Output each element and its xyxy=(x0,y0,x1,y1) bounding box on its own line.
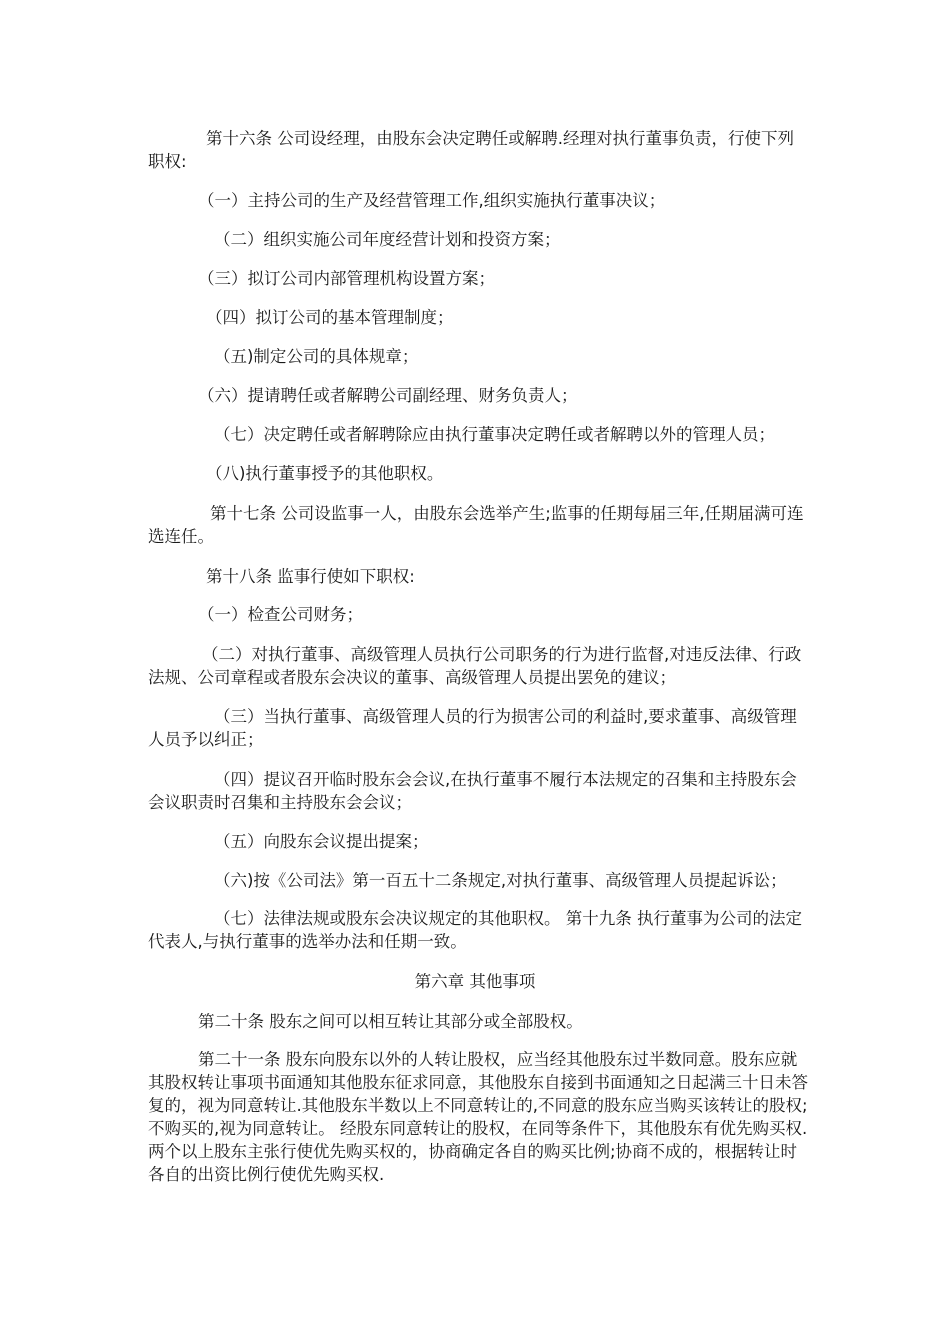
article-16-item-4: （四）拟订公司的基本管理制度； xyxy=(206,308,454,327)
article-18-item-4: （四）提议召开临时股东会会议,在执行董事不履行本法规定的召集和主持股东会会议职责时召集和主持股东会会议； xyxy=(148,770,797,812)
article-16: 第十六条 公司设经理，由股东会决定聘任或解聘.经理对执行董事负责，行使下列职权: xyxy=(148,129,794,171)
article-21: 第二十一条 股东向股东以外的人转让股权，应当经其他股东过半数同意。股东应就其股权转让事项书面通知其他股东征求同意，其他股东自接到书面通知之日起满三十日未答复的，视为同意转让.其他股东半数以上不同意转让的,不同意的股东应当购买该转让的股权;不购买的,视为同意转让。 经股东同意转让的股权，在同等条件下，其他股东有优先购买权.两个以上股东主张行使优先购买权的，协商确定各自的购买比例;协商不成的，根据转让时各自的出资比例行使优先购买权. xyxy=(148,1050,808,1184)
article-16-item-3: （三）拟订公司内部管理机构设置方案； xyxy=(198,269,495,288)
article-16-item-5: （五)制定公司的具体规章； xyxy=(214,347,419,366)
article-20: 第二十条 股东之间可以相互转让其部分或全部股权。 xyxy=(198,1012,583,1031)
article-18-item-2: （二）对执行董事、高级管理人员执行公司职务的行为进行监督,对违反法律、行政法规、公司章程或者股东会决议的董事、高级管理人员提出罢免的建议； xyxy=(148,645,802,687)
article-17: 第十七条 公司设监事一人，由股东会选举产生;监事的任期每届三年,任期届满可连选连任。 xyxy=(148,504,804,546)
article-16-item-7: （七）决定聘任或者解聘除应由执行董事决定聘任或者解聘以外的管理人员； xyxy=(214,425,775,444)
article-18-item-1: （一）检查公司财务； xyxy=(198,605,363,624)
article-18-item-7-and-article-19: （七）法律法规或股东会决议规定的其他职权。 第十九条 执行董事为公司的法定代表人,与执行董事的选举办法和任期一致。 xyxy=(148,909,802,951)
article-16-item-1: （一）主持公司的生产及经营管理工作,组织实施执行董事决议； xyxy=(198,191,666,210)
chapter-6-heading: 第六章 其他事项 xyxy=(414,972,536,991)
article-18-item-5: （五）向股东会议提出提案； xyxy=(214,832,429,851)
article-18: 第十八条 监事行使如下职权: xyxy=(206,567,415,586)
article-18-item-6: （六)按《公司法》第一百五十二条规定,对执行董事、高级管理人员提起诉讼； xyxy=(214,871,787,890)
article-16-item-8: （八)执行董事授予的其他职权。 xyxy=(206,464,444,483)
article-16-item-2: （二）组织实施公司年度经营计划和投资方案； xyxy=(214,230,561,249)
article-16-item-6: （六）提请聘任或者解聘公司副经理、财务负责人； xyxy=(198,386,578,405)
article-18-item-3: （三）当执行董事、高级管理人员的行为损害公司的利益时,要求董事、高级管理人员予以纠正； xyxy=(148,707,797,749)
